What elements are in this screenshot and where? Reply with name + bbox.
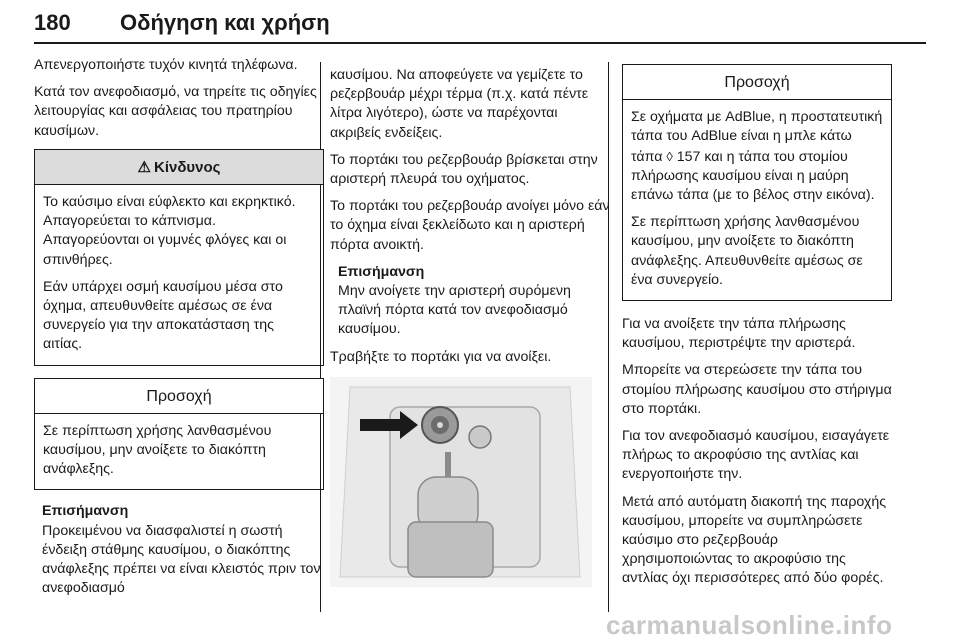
note-block: [42, 502, 324, 598]
page-title: Οδήγηση και χρήση: [120, 10, 330, 35]
paragraph-cap-holder: Μπορείτε να στερεώσετε την τάπα του στομίου πλήρωσης καυσίμου στο στήριγμα στο πορτάκι.: [622, 362, 892, 417]
paragraph-top-up: Μετά από αυτόματη διακοπή της παροχής καυσίμου, μπορείτε να συμπληρώσετε καύσιμο στο ρεζερβουάρ χρησιμοποιώντας το ακροφύσιο της αντλίας όχι περισσότερες από δύο φορές.: [622, 493, 887, 587]
warning-triangle-icon: ⚠: [137, 158, 151, 176]
note-text-2: Μην ανοίγετε την αριστερή συρόμενη πλαϊνή πόρτα κατά τον ανεφοδιασμό καυσίμου.: [338, 283, 571, 338]
paragraph-refuel: Για τον ανεφοδιασμό καυσίμου, εισαγάγετε πλήρως το ακροφύσιο της αντλίας και ενεργοποιήστε την.: [622, 428, 890, 483]
page-header: [34, 8, 926, 46]
note-title-2: Επισήμανση: [338, 263, 425, 280]
page-reference[interactable]: 157: [676, 148, 701, 165]
column-3: [622, 46, 892, 597]
caution-box-adblue: [622, 64, 892, 301]
intro-paragraph-1: Απενεργοποιήστε τυχόν κινητά τηλέφωνα.: [34, 57, 298, 73]
paragraph-pull-door: Τραβήξτε το πορτάκι για να ανοίξει.: [330, 348, 552, 365]
danger-text-2: Εάν υπάρχει οσμή καυσίμου μέσα στο όχημα, απευθυνθείτε αμέσως σε ένα συνεργείο για την αποκατάσταση της αιτίας.: [43, 278, 283, 353]
fuel-filler-illustration: [330, 377, 592, 587]
column-2: [330, 46, 612, 587]
note-title: Επισήμανση: [42, 503, 129, 520]
paragraph-filler-door-location: Το πορτάκι του ρεζερβουάρ βρίσκεται στην αριστερή πλευρά του οχήματος.: [330, 151, 598, 188]
paragraph-open-cap: Για να ανοίξετε την τάπα πλήρωσης καυσίμου, περιστρέψτε την αριστερά.: [622, 316, 856, 352]
note-text: Προκειμένου να διασφαλιστεί η σωστή ένδειξη στάθμης καυσίμου, ο διακόπτης ανάφλεξης πρέπει να είναι κλειστός πριν τον ανεφοδιασμό: [42, 522, 321, 597]
intro-paragraph-2: Κατά τον ανεφοδιασμό, να τηρείτε τις οδηγίες λειτουργίας και ασφάλειας του πρατηρίου καυσίμων.: [34, 84, 317, 139]
danger-text-1: Το καύσιμο είναι εύφλεκτο και εκρηκτικό. Απαγορεύεται το κάπνισμα. Απαγορεύονται οι γυμνές φλόγες και οι σπινθήρες.: [43, 194, 296, 268]
caution-box-adblue-header: Προσοχή: [623, 65, 891, 100]
danger-box-title: Κίνδυνος: [153, 158, 221, 176]
caution-adblue-text-2: Σε περίπτωση χρήσης λανθασμένου καυσίμου, μην ανοίξετε το διακόπτη ανάφλεξης. Απευθυνθείτε αμέσως σε ένα συνεργείο.: [631, 214, 863, 288]
caution-box-header: Προσοχή: [35, 379, 323, 414]
fuel-filler-drawing: [330, 377, 592, 587]
paragraph-filler-door-opening: Το πορτάκι του ρεζερβουάρ ανοίγει μόνο εάν το όχημα είναι ξεκλείδωτο και η αριστερή πόρτα ανοικτή.: [330, 198, 610, 253]
column-1: [34, 46, 324, 598]
note-block-2: [338, 263, 612, 340]
page-reference-icon: ◊: [666, 148, 673, 164]
caution-adblue-text-1: Σε οχήματα με AdBlue, η προστατευτική τάπα του AdBlue είναι η μπλε κάτω τάπα ◊ 157 και η τάπα του στομίου πλήρωσης καυσίμου είναι η μαύρη επάνω τάπα (με το βέλος στην εικόνα).: [631, 109, 883, 204]
watermark: carmanualsonline.info: [606, 610, 893, 640]
page-number: 180: [34, 10, 71, 35]
caution-box: [34, 378, 324, 491]
danger-box-header: [35, 150, 323, 185]
note-continuation: καυσίμου. Να αποφεύγετε να γεμίζετε το ρεζερβουάρ μέχρι τέρμα (π.χ. κατά πέντε λίτρα λιγότερο), ώστε να παρέχονται ακριβείς ενδείξεις.: [330, 67, 589, 141]
header-rule: [34, 42, 926, 44]
adblue-cap-icon: [469, 426, 491, 448]
caution-text: Σε περίπτωση χρήσης λανθασμένου καυσίμου, μην ανοίξετε το διακόπτη ανάφλεξης.: [43, 422, 272, 478]
danger-box: [34, 149, 324, 366]
